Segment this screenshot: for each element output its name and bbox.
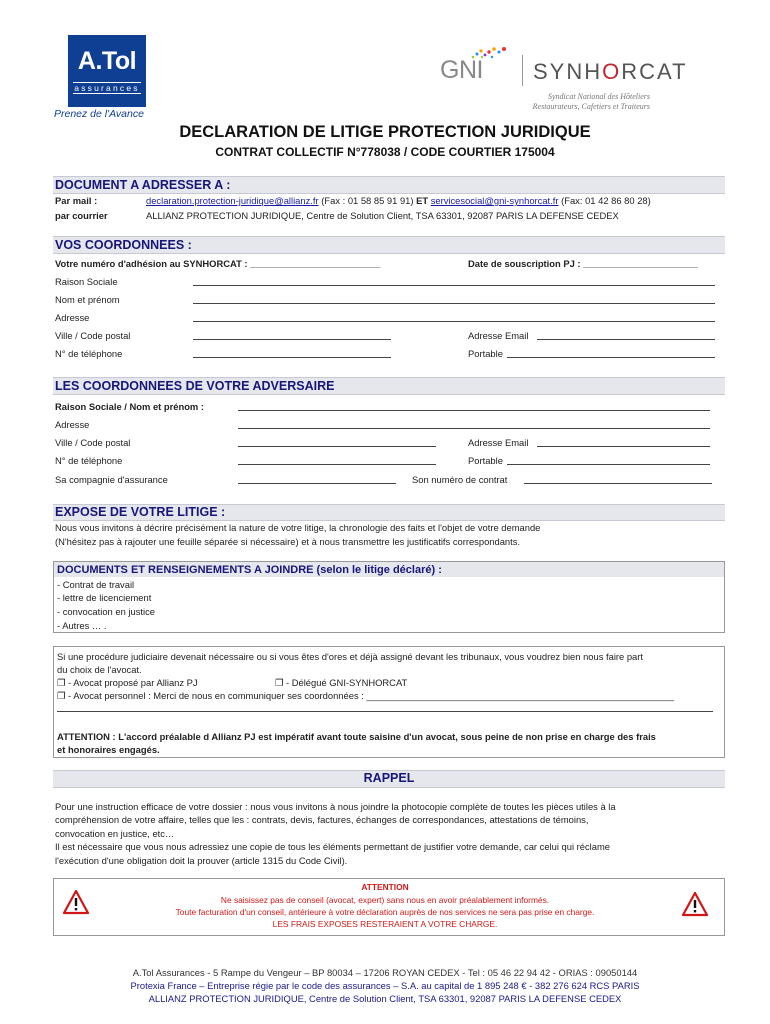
option-allianz[interactable]: ❐ - Avocat proposé par Allianz PJ bbox=[57, 677, 198, 688]
rappel-line: Il est nécessaire que vous nous adressiez une copie de tous les éléments permettant de justifier votre demande, car celui qui réclame bbox=[55, 841, 610, 852]
page-title: DECLARATION DE LITIGE PROTECTION JURIDIQUE bbox=[179, 123, 591, 141]
adv-portable-line[interactable] bbox=[507, 464, 710, 465]
warning-heading: ATTENTION bbox=[361, 882, 409, 892]
rappel-line: Pour une instruction efficace de votre dossier : nous vous invitons à nous joindre la photocopie complète de toutes les pièces utiles à la bbox=[55, 801, 616, 812]
atol-logo bbox=[68, 35, 146, 107]
page-subtitle: CONTRAT COLLECTIF N°778038 / CODE COURTIER 175004 bbox=[215, 145, 555, 159]
synhorcat-subtitle: Syndicat National des Hôteliers Restaurateurs, Cafetiers et Traiteurs bbox=[532, 92, 650, 111]
adresse-label: Adresse bbox=[55, 312, 90, 323]
adv-contrat-label: Son numéro de contrat bbox=[412, 474, 508, 485]
atol-logo-sub: assurances bbox=[74, 83, 140, 94]
atol-slogan: Prenez de l'Avance bbox=[54, 108, 144, 120]
courrier-label: par courrier bbox=[55, 210, 108, 221]
rappel-line: convocation en justice, etc… bbox=[55, 828, 175, 839]
synhorcat-logo-text: SYNHORCAT bbox=[533, 59, 688, 84]
document-item: - lettre de licenciement bbox=[57, 592, 152, 603]
document-item: - convocation en justice bbox=[57, 606, 155, 617]
telephone-line[interactable] bbox=[193, 357, 391, 358]
logo-separator bbox=[522, 55, 523, 86]
mail-label: Par mail : bbox=[55, 195, 98, 206]
adresse-line[interactable] bbox=[193, 321, 715, 322]
adv-compagnie-label: Sa compagnie d'assurance bbox=[55, 474, 168, 485]
courrier-address: ALLIANZ PROTECTION JURIDIQUE, Centre de Solution Client, TSA 63301, 92087 PARIS LA DEFENSE CEDEX bbox=[146, 210, 619, 221]
email-allianz-link[interactable]: declaration.protection-juridique@allianz.fr bbox=[146, 195, 319, 206]
expose-line-2: (N'hésitez pas à rajouter une feuille séparée si nécessaire) et à nous transmettre les justificatifs correspondants. bbox=[55, 536, 521, 547]
section-coordonnees-heading: VOS COORDONNEES : bbox=[53, 236, 725, 254]
email-gni-link[interactable]: servicesocial@gni-synhorcat.fr bbox=[430, 195, 559, 206]
nom-prenom-label: Nom et prénom bbox=[55, 294, 120, 305]
expose-line-1: Nous vous invitons à décrire précisément la nature de votre litige, la chronologie des faits et l'objet de votre demande bbox=[55, 522, 541, 533]
procedure-attention-line-2: et honoraires engagés. bbox=[57, 744, 160, 755]
adv-ville-line[interactable] bbox=[238, 446, 436, 447]
adv-raison-nom-label: Raison Sociale / Nom et prénom : bbox=[55, 401, 204, 412]
section-adversaire-heading: LES COORDONNEES DE VOTRE ADVERSAIRE bbox=[53, 377, 725, 395]
warning-line-1: Ne saisissez pas de conseil (avocat, expert) sans nous en avoir préalablement informés. bbox=[220, 895, 550, 905]
rappel-line: compréhension de votre affaire, telles que les : contrats, devis, factures, échanges de correspondances, attestations de témoins, bbox=[55, 814, 589, 825]
adv-adresse-label: Adresse bbox=[55, 419, 90, 430]
procedure-line-2: du choix de l'avocat. bbox=[57, 664, 142, 675]
adv-email-line[interactable] bbox=[537, 446, 710, 447]
document-item: - Autres … . bbox=[57, 620, 107, 631]
ville-label: Ville / Code postal bbox=[55, 330, 131, 341]
adv-telephone-line[interactable] bbox=[238, 464, 436, 465]
adv-email-label: Adresse Email bbox=[468, 437, 529, 448]
adv-telephone-label: N° de téléphone bbox=[55, 455, 123, 466]
gni-logo-text: GNI bbox=[440, 56, 483, 84]
atol-logo-name: A.Tol bbox=[77, 47, 137, 75]
footer-line-1: A.Tol Assurances - 5 Rampe du Vengeur – BP 80034 – 17206 ROYAN CEDEX - Tel : 05 46 22 94 42 - ORIAS : 09050144 bbox=[132, 967, 638, 978]
email-line[interactable] bbox=[537, 339, 715, 340]
footer-line-3: ALLIANZ PROTECTION JURIDIQUE, Centre de Solution Client, TSA 63301, 92087 PARIS LA DEFENSE CEDEX bbox=[148, 993, 622, 1004]
adv-portable-label: Portable bbox=[468, 455, 503, 466]
raison-sociale-label: Raison Sociale bbox=[55, 276, 118, 287]
adv-adresse-line[interactable] bbox=[238, 428, 710, 429]
ville-line[interactable] bbox=[193, 339, 391, 340]
adhesion-field[interactable]: Votre numéro d'adhésion au SYNHORCAT : _________________________ bbox=[55, 258, 381, 269]
email-label: Adresse Email bbox=[468, 330, 529, 341]
mail-line: declaration.protection-juridique@allianz.fr (Fax : 01 58 85 91 91) ET servicesocial@gni-synhorcat.fr (Fax: 01 42 86 80 28) bbox=[146, 195, 651, 206]
procedure-extra-line[interactable] bbox=[57, 711, 713, 712]
section-adresser-heading: DOCUMENT A ADRESSER A : bbox=[53, 176, 725, 194]
section-expose-heading: EXPOSE DE VOTRE LITIGE : bbox=[53, 504, 725, 521]
telephone-label: N° de téléphone bbox=[55, 348, 123, 359]
adv-contrat-line[interactable] bbox=[524, 483, 712, 484]
document-item: - Contrat de travail bbox=[57, 579, 135, 590]
checkbox-icon[interactable]: ❐ bbox=[57, 677, 66, 688]
option-personnel[interactable]: ❐ - Avocat personnel : Merci de nous en communiquer ses coordonnées : ___________________________________________________________ bbox=[57, 690, 675, 701]
warning-line-3: LES FRAIS EXPOSES RESTERAIENT A VOTRE CHARGE. bbox=[272, 919, 498, 929]
nom-prenom-line[interactable] bbox=[193, 303, 715, 304]
adv-raison-nom-line[interactable] bbox=[238, 410, 710, 411]
raison-sociale-line[interactable] bbox=[193, 285, 715, 286]
checkbox-icon[interactable]: ❐ bbox=[57, 690, 66, 701]
procedure-attention-line-1: ATTENTION : L'accord préalable d Allianz PJ est impératif avant toute saisine d'un avocat, sous peine de non prise en charge des frais bbox=[57, 731, 656, 742]
procedure-line-1: Si une procédure judiciaire devenait nécessaire ou si vous êtes d'ores et déjà assigné devant les tribunaux, vous voudrez bien nous faire part bbox=[57, 651, 643, 662]
adv-ville-label: Ville / Code postal bbox=[55, 437, 131, 448]
footer-line-2: Protexia France – Entreprise régie par le code des assurances – S.A. au capital de 1 895 248 € - 382 276 624 RCS PARIS bbox=[130, 980, 640, 991]
section-rappel-heading: RAPPEL bbox=[53, 770, 725, 788]
checkbox-icon[interactable]: ❐ bbox=[275, 677, 284, 688]
adv-compagnie-line[interactable] bbox=[238, 483, 396, 484]
portable-label: Portable bbox=[468, 348, 503, 359]
rappel-line: l'exécution d'une obligation doit la prouver (article 1315 du Code Civil). bbox=[55, 855, 348, 866]
warning-line-2: Toute facturation d'un conseil, antérieure à votre déclaration auprès de nos services ne sera pas prise en charge. bbox=[175, 907, 595, 917]
portable-line[interactable] bbox=[507, 357, 715, 358]
souscription-field[interactable]: Date de souscription PJ : ______________________ bbox=[468, 258, 698, 269]
option-gni[interactable]: ❐ - Délégué GNI-SYNHORCAT bbox=[275, 677, 408, 688]
documents-heading: DOCUMENTS ET RENSEIGNEMENTS A JOINDRE (selon le litige déclaré) : bbox=[57, 564, 442, 576]
